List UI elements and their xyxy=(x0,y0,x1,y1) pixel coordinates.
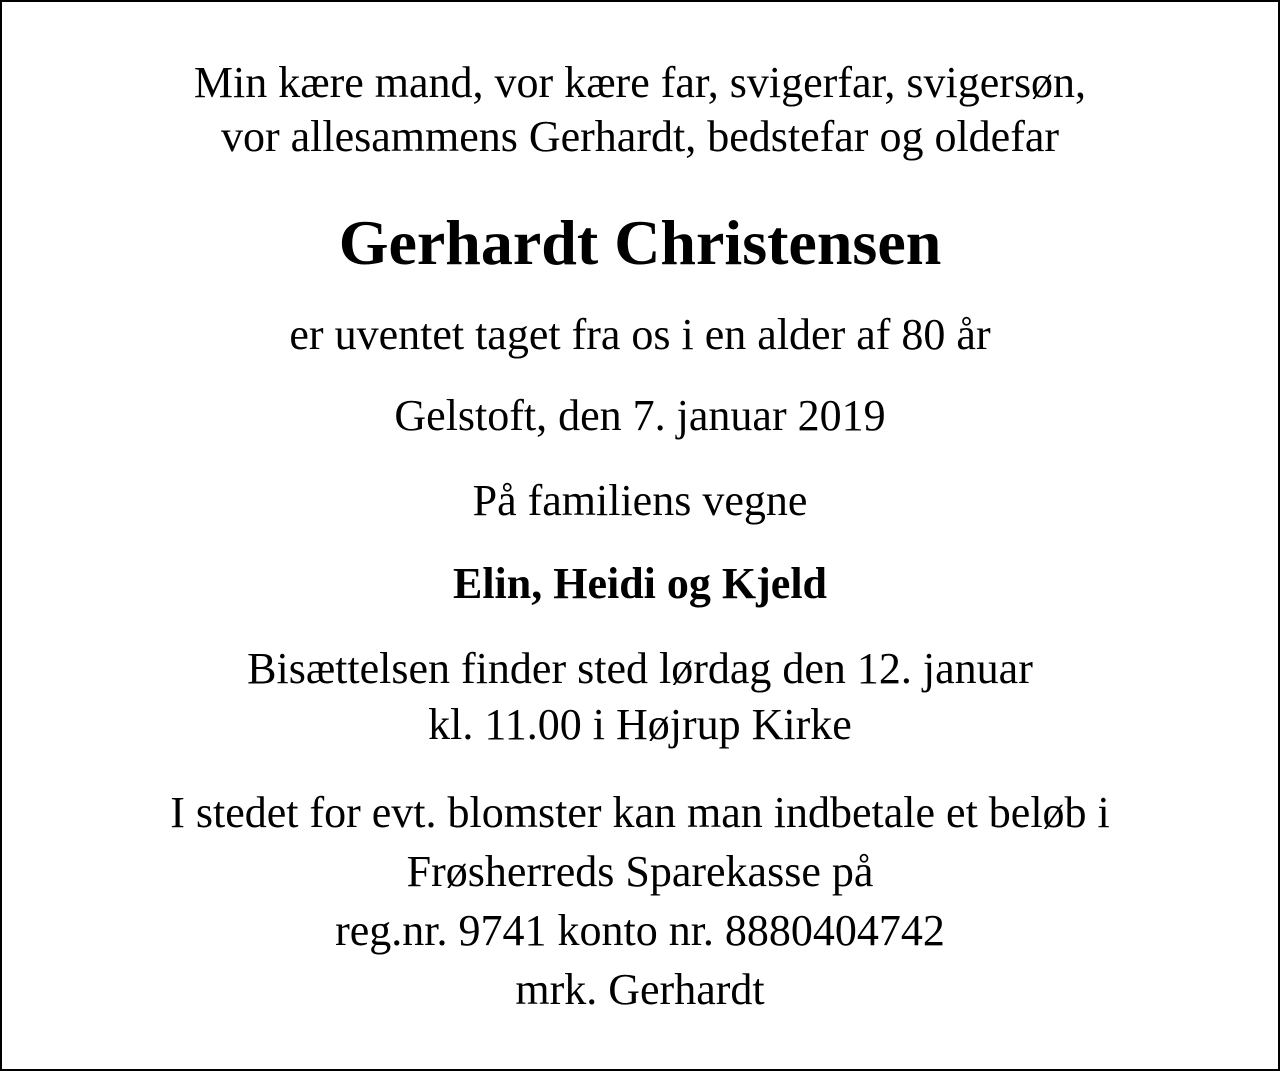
age-text: er uventet taget fra os i en alder af 80 år xyxy=(289,310,991,359)
on-behalf-text: På familiens vegne xyxy=(472,476,808,525)
funeral-details xyxy=(2,641,1278,753)
donation-line: mrk. Gerhardt xyxy=(515,965,765,1014)
funeral-line: kl. 11.00 i Højrup Kirke xyxy=(428,700,852,749)
deceased-name: Gerhardt Christensen xyxy=(338,207,942,278)
donation-details xyxy=(2,783,1278,1019)
donation-line: I stedet for evt. blomster kan man indbetale et beløb i xyxy=(170,788,1110,837)
intro-line: Min kære mand, vor kære far, svigerfar, svigersøn, xyxy=(193,58,1087,107)
donation-line: reg.nr. 9741 konto nr. 8880404742 xyxy=(335,906,945,955)
place-date: Gelstoft, den 7. januar 2019 xyxy=(394,391,886,440)
intro-text xyxy=(2,56,1278,164)
family-signers: Elin, Heidi og Kjeld xyxy=(452,559,828,608)
intro-line: vor allesammens Gerhardt, bedstefar og oldefar xyxy=(220,112,1060,161)
donation-line: Frøsherreds Sparekasse på xyxy=(406,847,874,896)
funeral-line: Bisættelsen finder sted lørdag den 12. januar xyxy=(247,644,1033,693)
